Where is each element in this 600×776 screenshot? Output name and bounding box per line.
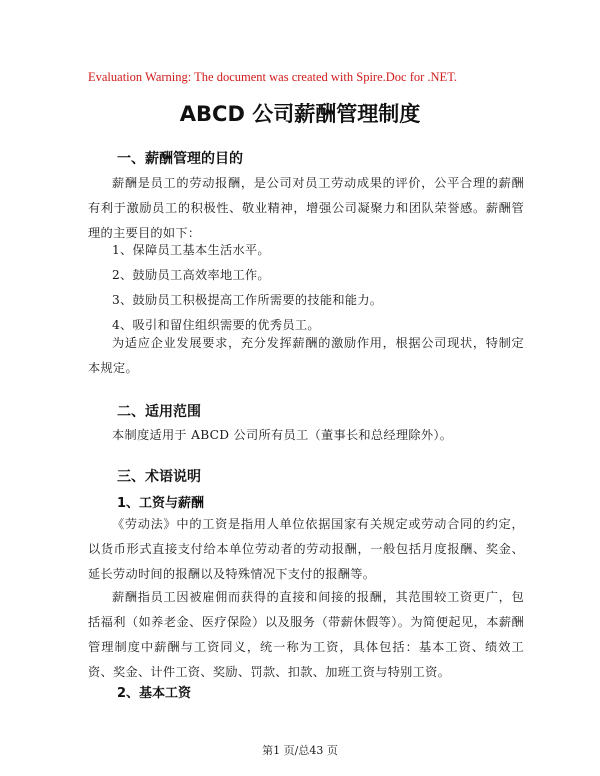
purpose-list-item: 4、吸引和留住组织需要的优秀员工。 <box>112 318 320 332</box>
pay-definition-paragraph: 薪酬指员工因被雇佣而获得的直接和间接的报酬，其范围较工资更广，包括福利（如养老金、医疗保险）以及服务（带薪休假等）。为简便起见，本薪酬管理制度中薪酬与工资同义，统一称为工资，具体包括：基本工资、绩效工资、奖金、计件工资、奖励、罚款、扣款、加班工资与特别工资。 <box>88 590 524 679</box>
purpose-intro-paragraph: 薪酬是员工的劳动报酬，是公司对员工劳动成果的评价，公平合理的薪酬有利于激励员工的积极性、敬业精神，增强公司凝聚力和团队荣誉感。薪酬管理的主要目的如下： <box>88 176 524 240</box>
purpose-closing-paragraph: 为适应企业发展要求，充分发挥薪酬的激励作用，根据公司现状，特制定本规定。 <box>88 336 524 375</box>
page-number-footer: 第1 页/总43 页 <box>262 744 338 757</box>
evaluation-warning: Evaluation Warning: The document was created with Spire.Doc for .NET. <box>88 70 458 84</box>
section-heading-scope: 二、适用范围 <box>117 404 201 420</box>
wages-definition-paragraph: 《劳动法》中的工资是指用人单位依据国家有关规定或劳动合同的约定，以货币形式直接支付给本单位劳动者的劳动报酬，一般包括月度报酬、奖金、延长劳动时间的报酬以及特殊情况下支付的报酬等。 <box>88 517 524 581</box>
subheading-wages-and-pay: 1、工资与薪酬 <box>117 496 205 511</box>
subheading-base-salary: 2、基本工资 <box>117 686 192 701</box>
scope-paragraph: 本制度适用于 ABCD 公司所有员工（董事长和总经理除外）。 <box>112 428 453 442</box>
section-heading-terms: 三、术语说明 <box>117 469 201 485</box>
section-heading-purpose: 一、薪酬管理的目的 <box>117 151 243 167</box>
document-title: ABCD 公司薪酬管理制度 <box>179 102 421 126</box>
purpose-list-item: 3、鼓励员工积极提高工作所需要的技能和能力。 <box>112 293 383 307</box>
purpose-list-item: 1、保障员工基本生活水平。 <box>112 243 270 257</box>
purpose-list-item: 2、鼓励员工高效率地工作。 <box>112 268 270 282</box>
